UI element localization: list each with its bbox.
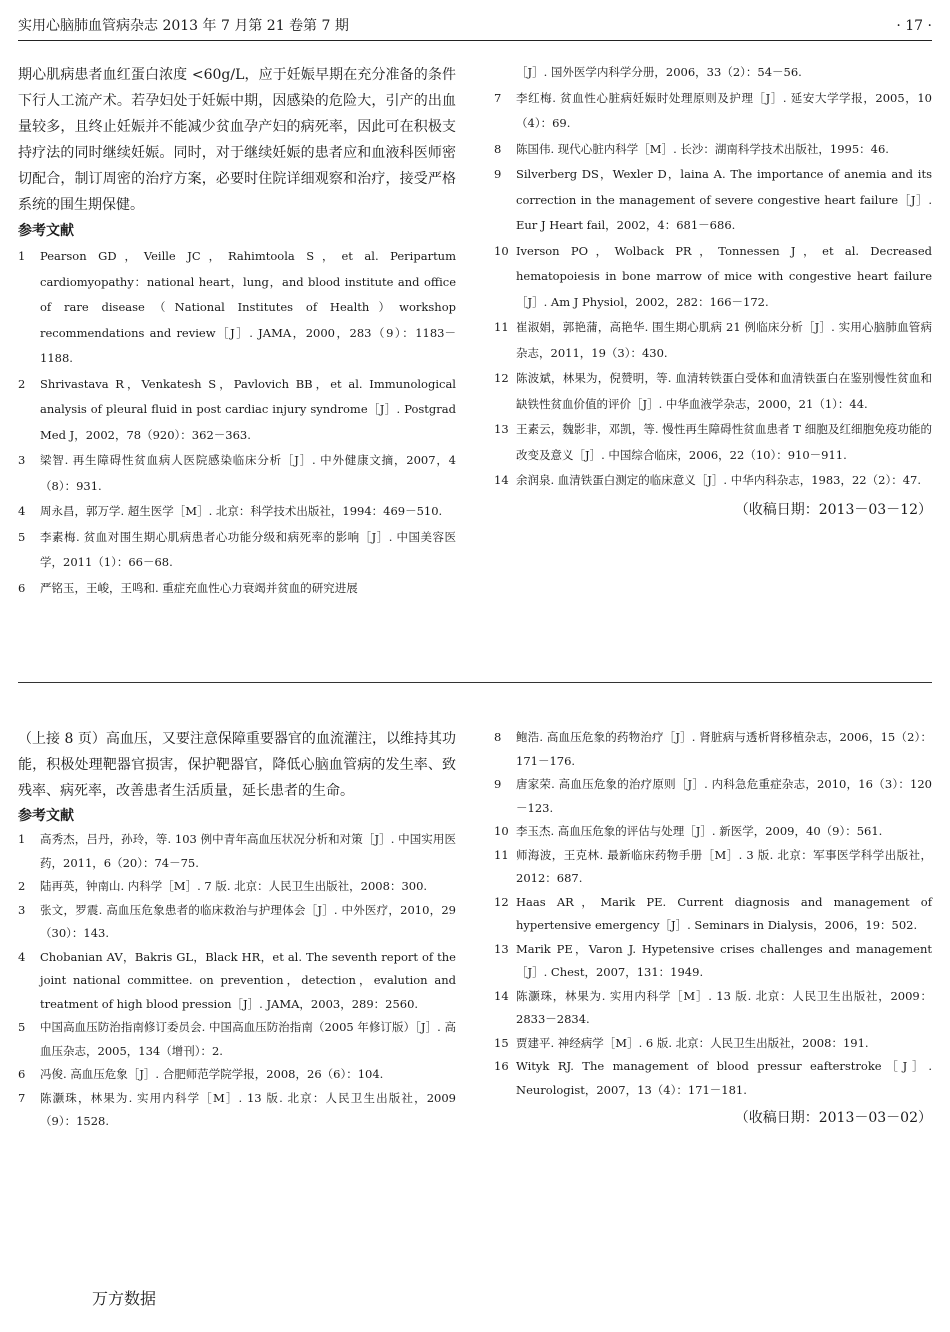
top-left-reference-list <box>18 244 456 601</box>
bottom-references-heading: 参考文献 <box>18 808 74 824</box>
reference-item: ［J］. 国外医学内科学分册，2006，33（2）：54－56. <box>516 65 802 79</box>
reference-item: 14 余润泉. 血清铁蛋白测定的临床意义［J］. 中华内科杂志，1983，22（2）：47. <box>494 473 921 487</box>
reference-item: 11 崔淑娟，郭艳蒲，高艳华. 围生期心肌病 21 例临床分析［J］. 实用心脑肺血管病杂志，2011，19（3）：430. <box>494 320 932 360</box>
top-references-heading: 参考文献 <box>18 223 74 239</box>
top-left-column <box>18 62 456 601</box>
reference-item: 15 贾建平. 神经病学［M］. 6 版. 北京：人民卫生出版社，2008：191. <box>494 1035 869 1050</box>
page-number: · 17 · <box>896 18 932 34</box>
reference-item: 5 李素梅. 贫血对围生期心肌病患者心功能分级和病死率的影响［J］. 中国美容医学，2011（1）：66－68. <box>18 529 456 569</box>
reference-item: 3 梁智. 再生障碍性贫血病人医院感染临床分析［J］. 中外健康文摘，2007，4（8）：931. <box>18 453 456 493</box>
reference-item: 4 周永昌，郭万学. 超生医学［M］. 北京：科学技术出版社，1994：469－510. <box>18 504 443 518</box>
reference-item: 11 师海波，王克林. 最新临床药物手册［M］. 3 版. 北京：军事医学科学出版社，2012：687. <box>494 847 932 885</box>
reference-item: 12 Haas AR，Marik PE. Current diagnosis and management of hypertensive emergency［J］. Seminars in Dialysis，2006，19：502. <box>494 894 932 932</box>
article-divider <box>18 682 932 683</box>
reference-item: 6 严铭玉，王峻，王鸣和. 重症充血性心力衰竭并贫血的研究进展 <box>18 580 358 595</box>
reference-item: 13 Marik PE，Varon J. Hypetensive crises challenges and management［J］. Chest，2007，131：1949. <box>494 941 932 979</box>
bottom-right-reference-list <box>494 726 932 1102</box>
reference-item: 14 陈灏珠，林果为. 实用内科学［M］. 13 版. 北京：人民卫生出版社，2009：2833－2834. <box>494 988 932 1026</box>
reference-item: 1 高秀杰，吕丹，孙玲，等. 103 例中青年高血压状况分析和对策［J］. 中国实用医药，2011，6（20）：74－75. <box>18 832 456 870</box>
reference-item: 10 李玉杰. 高血压危象的评估与处理［J］. 新医学，2009，40（9）：561. <box>494 824 883 838</box>
reference-item: 6 冯俊. 高血压危象［J］. 合肥师范学院学报，2008，26（6）：104. <box>18 1067 384 1081</box>
top-right-column <box>494 60 932 524</box>
reference-item: 1 Pearson GD，Veille JC，Rahimtoola S，et al. Peripartum cardiomyopathy：national heart，lung，and blood institute and office of rare disease（National Institutes of Health）workshop recommendations and review［J］. JAMA，2000，283（9）：1183－1188. <box>18 249 456 365</box>
journal-title: 实用心脑肺血管病杂志 2013 年 7 月第 21 卷第 7 期 <box>18 18 349 34</box>
reference-item: 12 陈波斌，林果为，倪赞明，等. 血清转铁蛋白受体和血清铁蛋白在鉴别慢性贫血和缺铁性贫血价值的评价［J］. 中华血液学杂志，2000，21（1）：44. <box>494 371 932 411</box>
bottom-left-column <box>18 726 456 1134</box>
reference-item: 3 张文，罗震. 高血压危象患者的临床救治与护理体会［J］. 中外医疗，2010，29（30）：143. <box>18 902 456 940</box>
top-body-paragraph: 期心肌病患者血红蛋白浓度 <60g/L，应于妊娠早期在充分准备的条件下行人工流产术。若孕妇处于妊娠中期，因感染的危险大，引产的出血量较多，且终止妊娠并不能减少贫血孕产妇的病死率，因此可在积极支持疗法的同时继续妊娠。同时，对于继续妊娠的患者应和血液科医师密切配合，制订周密的治疗方案，必要时住院详细观察和治疗，接受严格系统的围生期保健。 <box>18 67 456 213</box>
reference-item: 4 Chobanian AV，Bakris GL，Black HR，et al. The seventh report of the joint national committee. on prevention，detection，evalution and treatment of high blood pression［J］. JAMA，2003，289：2560. <box>18 949 456 1011</box>
reference-item: 5 中国高血压防治指南修订委员会. 中国高血压防治指南（2005 年修订版）［J］. 高血压杂志，2005，134（增刊）：2. <box>18 1020 456 1058</box>
watermark: 万方数据 <box>92 1289 157 1308</box>
reference-item: 2 Shrivastava R，Venkatesh S，Pavlovich BB，et al. Immunological analysis of pleural fluid in post cardiac injury syndrome［J］. Postgrad Med J，2002，78（920）：362－363. <box>18 376 456 442</box>
received-date: （收稿日期：2013－03－12） <box>734 501 932 518</box>
reference-item: 9 唐家荣. 高血压危象的治疗原则［J］. 内科急危重症杂志，2010，16（3）：120－123. <box>494 777 932 815</box>
reference-item: 13 王素云，魏影非，邓凯，等. 慢性再生障碍性贫血患者 T 细胞及红细胞免疫功能的改变及意义［J］. 中国综合临床，2006，22（10）：910－911. <box>494 422 932 462</box>
reference-item: 16 Wityk RJ. The management of blood pressur eafterstroke［J］. Neurologist，2007，13（4）：171－181. <box>494 1059 932 1097</box>
reference-item: 2 陆再英，钟南山. 内科学［M］. 7 版. 北京：人民卫生出版社，2008：300. <box>18 879 428 893</box>
top-right-reference-list <box>494 60 932 494</box>
reference-item: 8 陈国伟. 现代心脏内科学［M］. 长沙：湖南科学技术出版社，1995：46. <box>494 141 889 156</box>
running-header <box>18 12 932 41</box>
received-date: （收稿日期：2013－03－02） <box>734 1110 932 1126</box>
reference-item: 8 鲍浩. 高血压危象的药物治疗［J］. 肾脏病与透析肾移植杂志，2006，15（2）：171－176. <box>494 730 932 768</box>
reference-item: 7 李红梅. 贫血性心脏病妊娠时处理原则及护理［J］. 延安大学学报，2005，10（4）：69. <box>494 90 932 130</box>
bottom-right-column <box>494 726 932 1132</box>
reference-item: 9 Silverberg DS，Wexler D，laina A. The importance of anemia and its correction in the management of severe congestive heart failure［J］. Eur J Heart fail，2002，4：681－686. <box>494 167 932 232</box>
reference-item: 10 Iverson PO，Wolback PR，Tonnessen J，et al. Decreased hematopoiesis in bone marrow of mice with congestive heart failure［J］. Am J Physiol，2002，282：166－172. <box>494 243 932 309</box>
bottom-body-paragraph: （上接 8 页）高血压，又要注意保障重要器官的血流灌注，以维持其功能，积极处理靶器官损害，保护靶器官，降低心脑血管病的发生率、致残率、病死率，改善患者生活质量，延长患者的生命。 <box>18 731 456 799</box>
bottom-left-reference-list <box>18 828 456 1134</box>
reference-item: 7 陈灏珠，林果为. 实用内科学［M］. 13 版. 北京：人民卫生出版社，2009（9）：1528. <box>18 1090 456 1128</box>
